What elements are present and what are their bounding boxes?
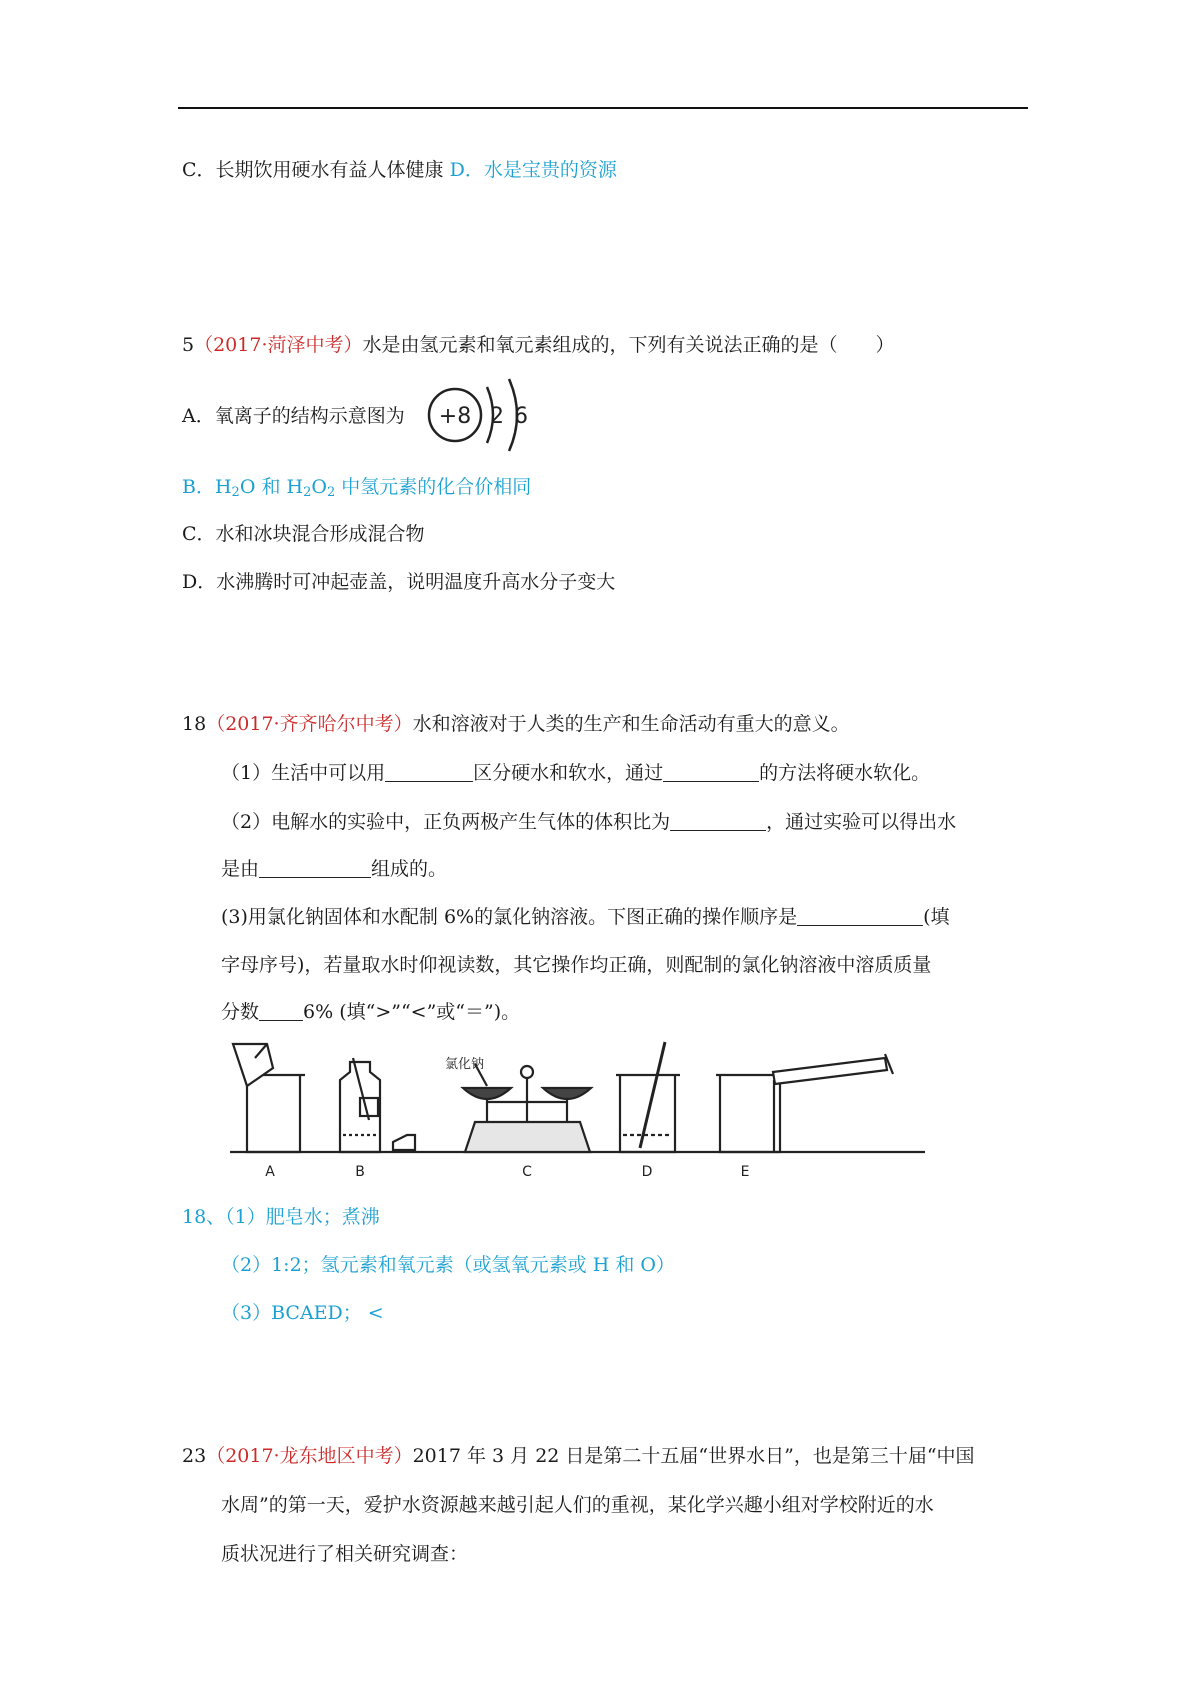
bottle-label bbox=[360, 1098, 378, 1116]
q18-number: 18 bbox=[182, 713, 207, 735]
pan-right bbox=[543, 1088, 591, 1099]
q23-line-1: 23（2017·龙东地区中考）2017 年 3 月 22 日是第二十五届“世界水日”，也是第三十届“中国 bbox=[182, 1445, 975, 1467]
header-rule bbox=[178, 107, 1028, 109]
figure-label-d: D bbox=[641, 1164, 653, 1180]
q18-stem-text: 水和溶液对于人类的生产和生命活动有重大的意义。 bbox=[412, 713, 850, 735]
graduated-cylinder bbox=[773, 1058, 887, 1084]
balance-knob bbox=[521, 1066, 533, 1078]
q23-line-2: 水周”的第一天，爱护水资源越来越引起人们的重视，某化学兴趣小组对学校附近的水 bbox=[221, 1494, 934, 1516]
figure-label-a: A bbox=[265, 1164, 275, 1180]
beaker-a bbox=[247, 1075, 300, 1152]
q18-figure bbox=[225, 1040, 945, 1180]
q18-part-1: （1）生活中可以用 区分硬水和软水，通过 的方法将硬水软化。 bbox=[221, 762, 931, 784]
q4-option-c: C．长期饮用硬水有益人体健康 bbox=[182, 159, 444, 181]
oxygen-ion-diagram bbox=[425, 365, 535, 455]
q5-option-a bbox=[182, 403, 405, 429]
q23-number: 23 bbox=[182, 1445, 207, 1467]
figure-label-c: C bbox=[522, 1164, 532, 1180]
blank-5[interactable] bbox=[797, 905, 923, 926]
q5-stem bbox=[182, 332, 895, 358]
blank-2[interactable] bbox=[663, 761, 759, 782]
q4-options bbox=[182, 157, 617, 183]
beaker-e bbox=[720, 1075, 780, 1152]
q18-source: （2017·齐齐哈尔中考） bbox=[206, 713, 413, 735]
q18-part-2-cont: 是由 组成的。 bbox=[221, 858, 448, 880]
q5-stem-text: 水是由氢元素和氧元素组成的，下列有关说法正确的是（ ） bbox=[362, 334, 895, 356]
blank-1[interactable] bbox=[385, 761, 473, 782]
q4-option-d: D．水是宝贵的资源 bbox=[449, 159, 617, 181]
blank-4[interactable] bbox=[259, 857, 371, 878]
blank-3[interactable] bbox=[670, 810, 766, 831]
q5-option-c: C．水和冰块混合形成混合物 bbox=[182, 523, 425, 545]
paper-funnel bbox=[233, 1044, 273, 1086]
q23-source: （2017·龙东地区中考） bbox=[206, 1445, 413, 1467]
q5-option-a-text: A．氧离子的结构示意图为 bbox=[182, 405, 405, 427]
q18-stem bbox=[182, 711, 850, 737]
q18-part-2: （2）电解水的实验中，正负两极产生气体的体积比为 ，通过实验可以得出水 bbox=[221, 811, 957, 833]
q18-answer-2: （2）1:2；氢元素和氧元素（或氢氧元素或 H 和 O） bbox=[221, 1254, 675, 1276]
nucleus-charge: +8 bbox=[438, 404, 472, 429]
shell-1-electrons: 2 bbox=[490, 404, 504, 429]
q18-part-3-cont2: 分数 6% (填“>”“<”或“＝”)。 bbox=[221, 1001, 521, 1023]
q5-source: （2017·菏泽中考） bbox=[194, 334, 363, 356]
q18-answer-1: 18、（1）肥皂水；煮沸 bbox=[182, 1206, 380, 1228]
bottle-stopper bbox=[393, 1135, 415, 1150]
q5-option-d: D．水沸腾时可冲起壶盖，说明温度升高水分子变大 bbox=[182, 571, 616, 593]
salt-label: 氯化钠 bbox=[445, 1057, 485, 1072]
balance-base bbox=[465, 1122, 590, 1152]
q5-option-b: B．$H_2O$ 和 $H_2O_2$ 中氢元素的化合价相同 bbox=[182, 476, 532, 500]
figure-label-e: E bbox=[740, 1164, 750, 1180]
shell-2-electrons: 6 bbox=[514, 404, 528, 429]
blank-6[interactable] bbox=[259, 1000, 303, 1021]
glass-rod bbox=[640, 1042, 665, 1148]
pan-left bbox=[463, 1088, 511, 1099]
q5-number: 5 bbox=[182, 334, 195, 356]
q18-answer-3: （3）BCAED； < bbox=[221, 1302, 384, 1324]
q23-line-3: 质状况进行了相关研究调查： bbox=[221, 1543, 469, 1565]
q18-part-3-cont: 字母序号)，若量取水时仰视读数，其它操作均正确，则配制的氯化钠溶液中溶质质量 bbox=[221, 954, 932, 976]
q18-part-3: (3)用氯化钠固体和水配制 6%的氯化钠溶液。下图正确的操作顺序是 (填 bbox=[221, 906, 950, 928]
figure-label-b: B bbox=[355, 1164, 365, 1180]
